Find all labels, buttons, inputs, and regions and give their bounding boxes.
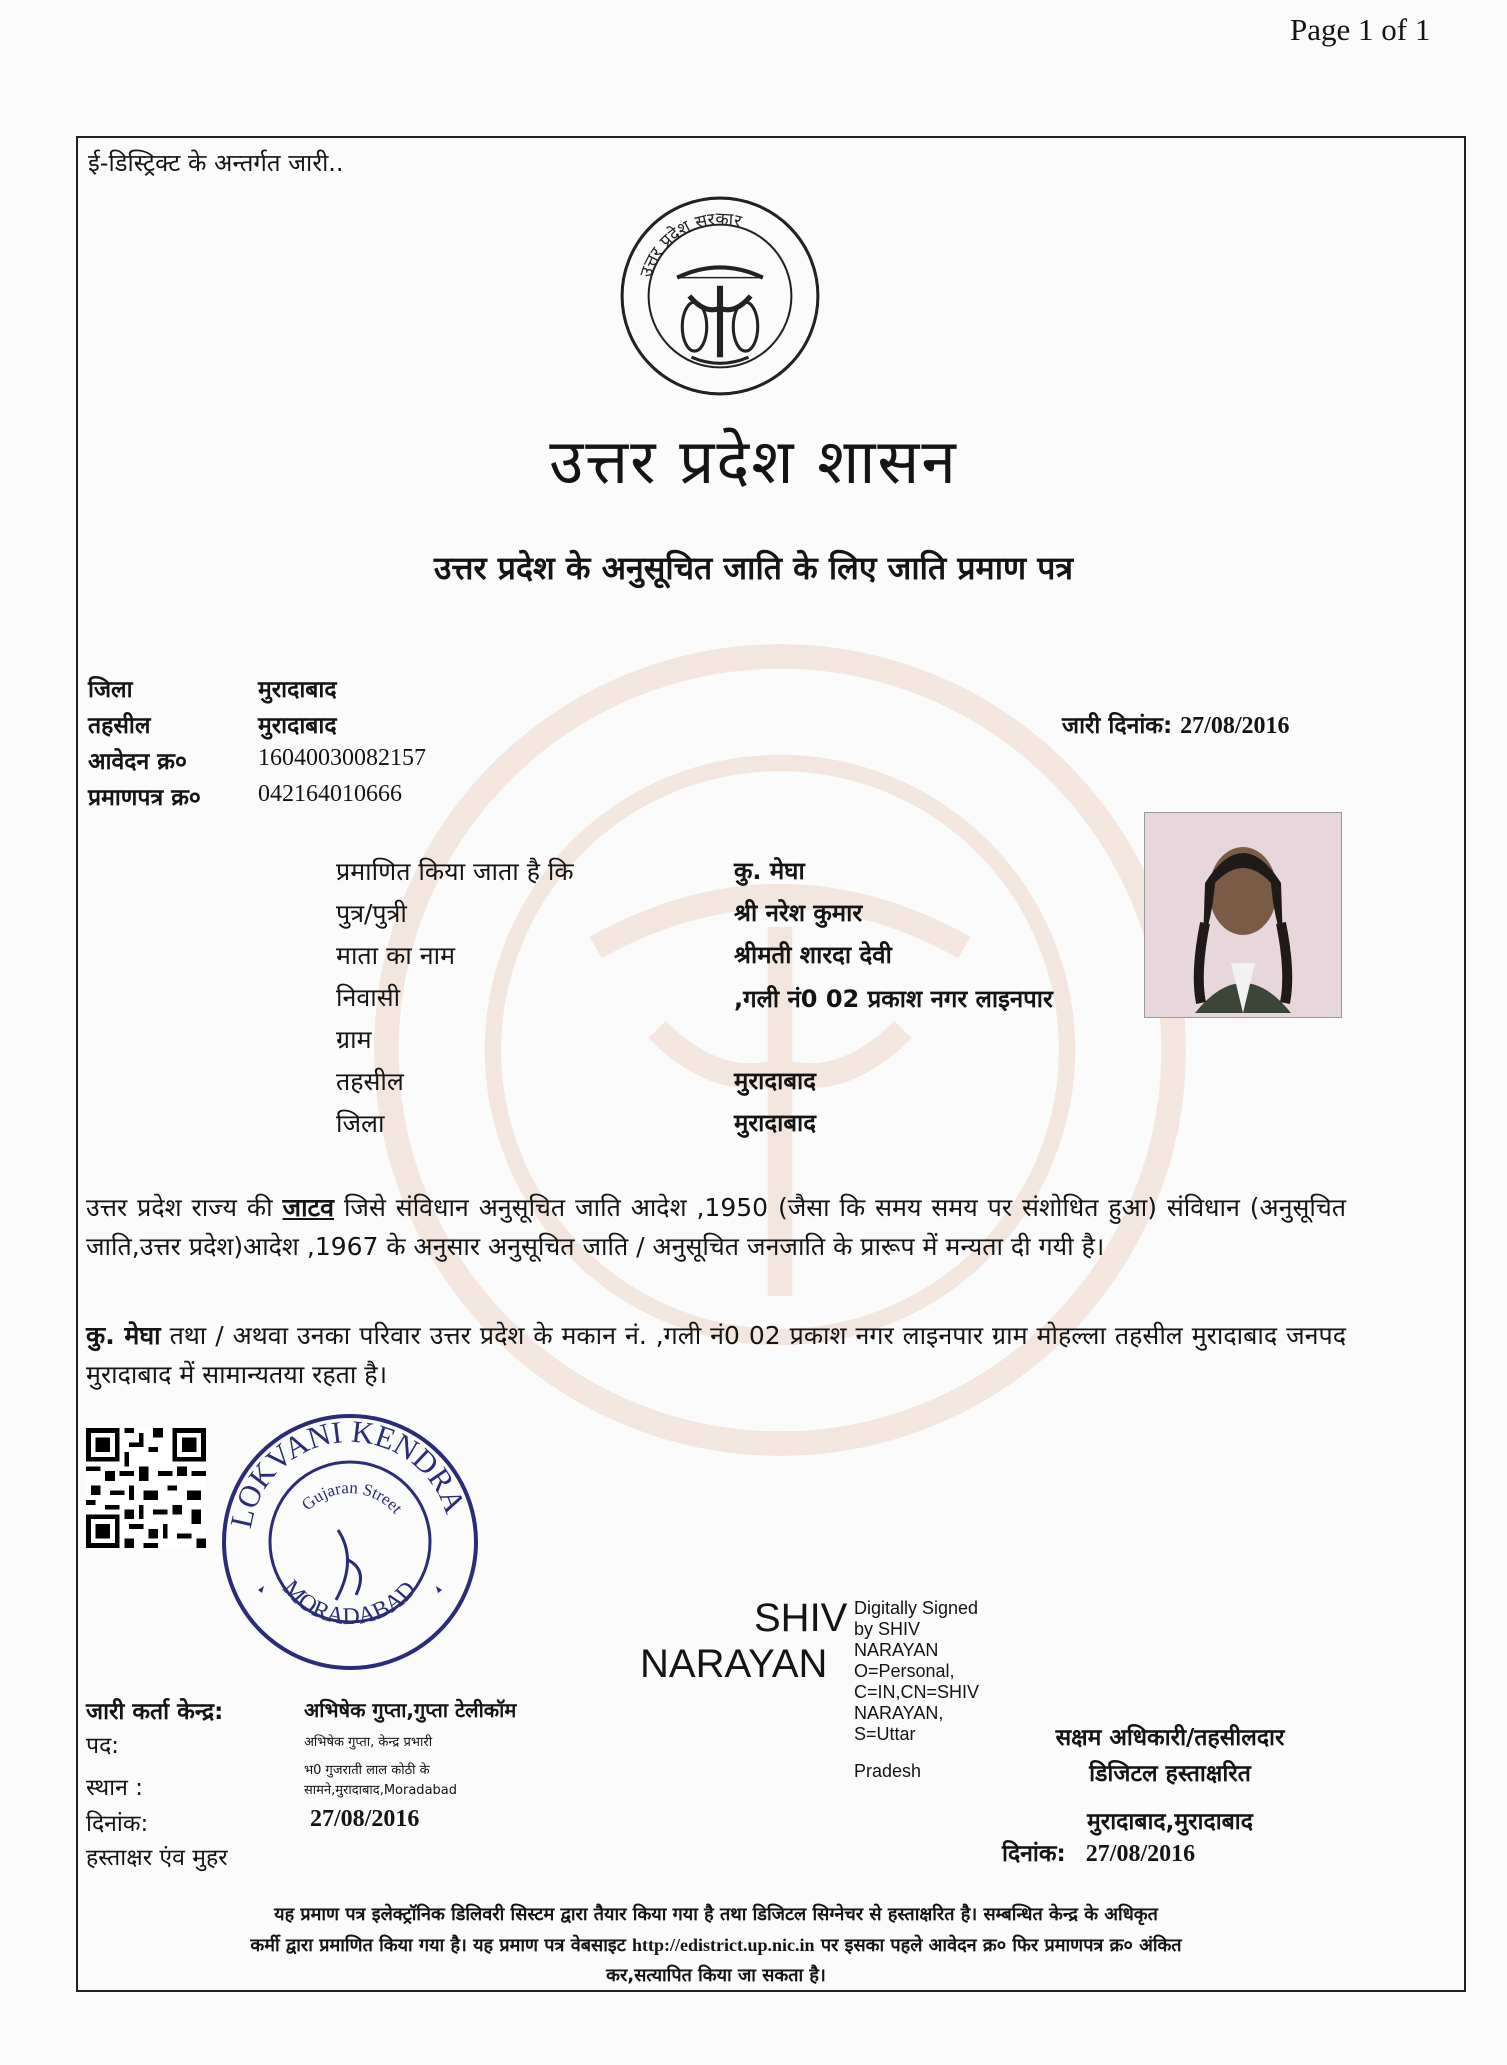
signer-name-line2: NARAYAN	[640, 1642, 828, 1686]
tehsil-value: मुरादाबाद	[258, 713, 337, 739]
svg-text:LOKVANI KENDRA: LOKVANI KENDRA	[223, 1413, 473, 1531]
applicant-photo	[1144, 812, 1342, 1018]
application-number-value: 16040030082157	[258, 745, 426, 771]
lokvani-kendra-stamp	[218, 1410, 482, 1674]
district-value: मुरादाबाद	[258, 677, 337, 703]
sig-detail-line: NARAYAN	[854, 1640, 939, 1660]
footer-text: पर इसका पहले आवेदन क्र० फिर प्रमाणपत्र क्र० अंकित	[814, 1935, 1182, 1956]
government-title: उत्तर प्रदेश शासन	[549, 425, 958, 498]
sig-detail-line: NARAYAN,	[854, 1703, 944, 1723]
district-label: जिला	[88, 677, 133, 703]
sig-detail-line: by SHIV	[854, 1619, 921, 1639]
footer-line: कर,सत्यापित किया जा सकता है।	[606, 1965, 826, 1986]
issuing-centre-label: जारी कर्ता केन्द्र:	[86, 1699, 224, 1725]
competent-officer-title: सक्षम अधिकारी/तहसीलदार	[1055, 1725, 1285, 1751]
certificate-title: उत्तर प्रदेश के अनुसूचित जाति के लिए जाति प्रमाण पत्र	[433, 549, 1074, 587]
sig-detail-line: Digitally Signed	[854, 1598, 979, 1618]
details-tehsil-value: मुरादाबाद	[734, 1067, 817, 1095]
mother-name: श्रीमती शारदा देवी	[734, 941, 892, 969]
application-number-label: आवेदन क्र०	[88, 749, 187, 775]
post-label: पद:	[86, 1733, 120, 1759]
footer-note	[96, 1900, 1336, 1991]
tehsil-label: तहसील	[88, 713, 151, 739]
authority-date	[1002, 1836, 1195, 1868]
caste-declaration-paragraph	[86, 1188, 1346, 1266]
village-label: ग्राम	[336, 1025, 372, 1054]
sig-detail-line: C=IN,CN=SHIV	[854, 1682, 980, 1702]
details-tehsil-label: तहसील	[336, 1067, 404, 1096]
svg-text:MORADABAD: MORADABAD	[277, 1575, 422, 1631]
authority-location: मुरादाबाद,मुरादाबाद	[1087, 1809, 1253, 1835]
sig-detail-line: O=Personal,	[854, 1661, 955, 1681]
certificate-number-value: 042164010666	[258, 781, 402, 807]
father-name: श्री नरेश कुमार	[734, 899, 863, 927]
issued-under-note: ई-डिस्ट्रिक्ट के अन्तर्गत जारी..	[88, 149, 344, 177]
qr-code	[86, 1428, 206, 1548]
certified-name: कु. मेघा	[734, 857, 805, 885]
signature-seal-label: हस्ताक्षर एंव मुहर	[86, 1845, 228, 1871]
authority-date-value: 27/08/2016	[1085, 1841, 1196, 1867]
mother-name-label: माता का नाम	[336, 941, 456, 970]
authority-date-label: दिनांक:	[1002, 1841, 1066, 1867]
verification-url[interactable]: http://edistrict.up.nic.in	[632, 1935, 815, 1955]
post-value: अभिषेक गुप्ता, केन्द्र प्रभारी	[304, 1735, 433, 1750]
issue-date	[1062, 708, 1290, 740]
resident-address: ,गली नं0 02 प्रकाश नगर लाइनपार	[734, 985, 1053, 1013]
issuer-date-label: दिनांक:	[86, 1811, 149, 1837]
digital-signature-details	[854, 1598, 979, 1782]
footer-line: यह प्रमाण पत्र इलेक्ट्रॉनिक डिलिवरी सिस्टम द्वारा तैयार किया गया है तथा डिजिटल सिग्नेचर से हस्ताक्षरित है। सम्बन्धित केन्द्र के अधिकृत	[274, 1904, 1158, 1925]
certified-label: प्रमाणित किया जाता है कि	[336, 857, 574, 886]
parent-label: पुत्र/पुत्री	[336, 899, 407, 928]
state-emblem-seal	[618, 194, 822, 398]
para2-rest: तथा / अथवा उनका परिवार उत्तर प्रदेश के मकान नं. ,गली नं0 02 प्रकाश नगर लाइनपार ग्राम मोहल्ला तहसील मुरादाबाद जनपद मुरादाबाद में सामान्यतया रहता है।	[86, 1321, 1346, 1389]
issuer-date-value: 27/08/2016	[310, 1806, 420, 1832]
details-district-label: जिला	[336, 1109, 385, 1138]
svg-text:Gujaran Street: Gujaran Street	[297, 1478, 407, 1518]
resident-label: निवासी	[336, 983, 401, 1012]
place-value-line2: सामने,मुरादाबाद,Moradabad	[304, 1783, 457, 1798]
footer-text: कर्मी द्वारा प्रमाणित किया गया है। यह प्रमाण पत्र वेबसाइट	[250, 1935, 633, 1956]
para1-prefix: उत्तर प्रदेश राज्य की	[86, 1193, 283, 1222]
issuing-centre-value: अभिषेक गुप्ता,गुप्ता टेलीकॉम	[304, 1698, 517, 1722]
page-number: Page 1 of 1	[1290, 12, 1431, 47]
emblem-text: उत्तर प्रदेश सरकार	[636, 209, 744, 280]
details-district-value: मुरादाबाद	[734, 1109, 817, 1137]
footer-line	[96, 1930, 1336, 1961]
residence-paragraph	[86, 1316, 1346, 1394]
issue-date-label: जारी दिनांक:	[1062, 713, 1173, 739]
sig-detail-line: Pradesh	[854, 1761, 922, 1781]
digitally-signed-note: डिजिटल हस्ताक्षरित	[1089, 1761, 1251, 1787]
para1-rest: जिसे संविधान अनुसूचित जाति आदेश ,1950 (जैसा कि समय समय पर संशोधित हुआ) संविधान (अनुसूचित जाति,उत्तर प्रदेश)आदेश ,1967 के अनुसार अनुसूचित जाति / अनुसूचित जनजाति के प्रारूप में मन्यता दी गयी है।	[86, 1193, 1346, 1261]
para2-name: कु. मेघा	[86, 1321, 161, 1350]
signer-name-line1: SHIV	[754, 1596, 848, 1640]
caste-name: जाटव	[282, 1193, 335, 1222]
sig-detail-line: S=Uttar	[854, 1724, 916, 1744]
place-value-line1: भ0 गुजराती लाल कोठी के	[304, 1763, 430, 1778]
place-label: स्थान :	[86, 1775, 143, 1801]
issue-date-value: 27/08/2016	[1180, 713, 1290, 739]
certificate-number-label: प्रमाणपत्र क्र०	[88, 785, 201, 811]
